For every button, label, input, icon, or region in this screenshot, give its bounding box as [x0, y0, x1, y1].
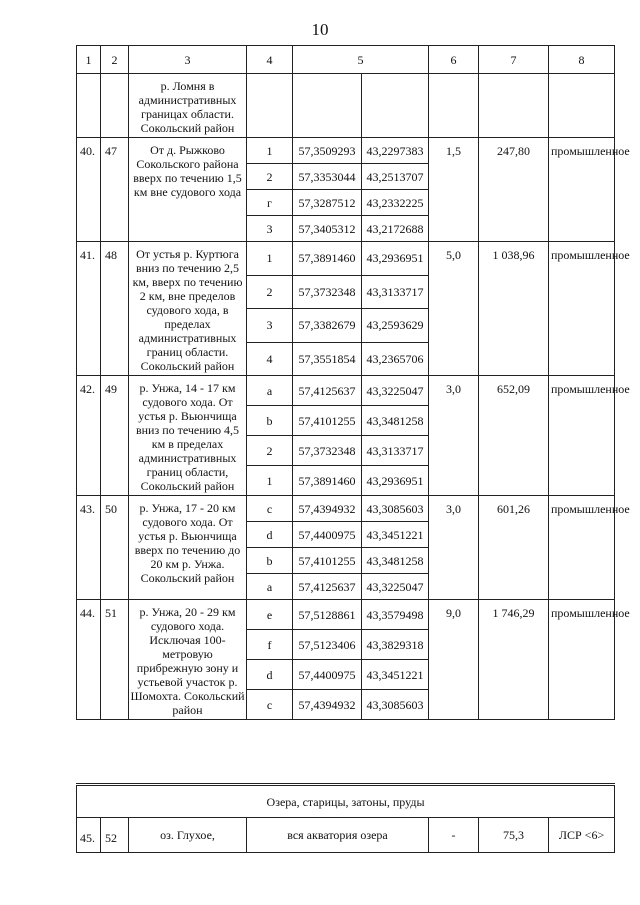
area-number: 50: [101, 496, 129, 600]
latitude: 57,4400975: [293, 660, 362, 690]
point-label: 2: [247, 164, 293, 190]
latitude: 57,3405312: [293, 216, 362, 242]
area-value: -: [429, 818, 479, 853]
length-value: 601,26: [479, 496, 549, 600]
column-header: 4: [247, 46, 293, 74]
column-header: 3: [129, 46, 247, 74]
area-description: р. Унжа, 17 - 20 км судового хода. От устья р. Вьюнчища вверх по течению до 20 км р. Унжа. Сокольский район: [129, 496, 247, 600]
length-value: 652,09: [479, 376, 549, 496]
column-header: 5: [293, 46, 429, 74]
longitude: 43,2172688: [362, 216, 429, 242]
point-label: e: [247, 600, 293, 630]
latitude: 57,3891460: [293, 242, 362, 276]
area-value: 3,0: [429, 376, 479, 496]
length-value: 75,3: [479, 818, 549, 853]
area-value: 9,0: [429, 600, 479, 720]
fishing-areas-table: [76, 45, 630, 720]
point-label: 4: [247, 342, 293, 376]
table-row: [77, 818, 615, 853]
longitude: 43,2513707: [362, 164, 429, 190]
area-value: 3,0: [429, 496, 479, 600]
point-label: d: [247, 522, 293, 548]
empty-cell: [293, 74, 362, 138]
latitude: 57,5123406: [293, 630, 362, 660]
longitude: 43,2936951: [362, 466, 429, 496]
point-label: b: [247, 406, 293, 436]
point-label: a: [247, 376, 293, 406]
longitude: 43,3085603: [362, 496, 429, 522]
latitude: 57,3287512: [293, 190, 362, 216]
empty-cell: [549, 74, 615, 138]
longitude: 43,3451221: [362, 660, 429, 690]
empty-cell: [362, 74, 429, 138]
latitude: 57,3891460: [293, 466, 362, 496]
longitude: 43,2332225: [362, 190, 429, 216]
row-number: 40.: [77, 138, 101, 242]
empty-cell: [429, 74, 479, 138]
longitude: 43,3829318: [362, 630, 429, 660]
table-row: [77, 138, 615, 164]
point-label: 1: [247, 138, 293, 164]
table-row: [77, 496, 615, 522]
latitude: 57,3353044: [293, 164, 362, 190]
area-number: 51: [101, 600, 129, 720]
row-number: 42.: [77, 376, 101, 496]
row-number: 44.: [77, 600, 101, 720]
longitude: 43,3579498: [362, 600, 429, 630]
usage-type: промышленное: [549, 600, 615, 720]
longitude: 43,3133717: [362, 436, 429, 466]
area-number: 52: [101, 818, 129, 853]
column-header: 2: [101, 46, 129, 74]
longitude: 43,3133717: [362, 275, 429, 309]
area-number: 48: [101, 242, 129, 376]
latitude: 57,4400975: [293, 522, 362, 548]
latitude: 57,4101255: [293, 548, 362, 574]
area-value: 1,5: [429, 138, 479, 242]
longitude: 43,2593629: [362, 309, 429, 343]
latitude: 57,3551854: [293, 342, 362, 376]
usage-type: ЛСР <6>: [549, 818, 615, 853]
point-label: 2: [247, 275, 293, 309]
point-label: 3: [247, 309, 293, 343]
point-label: c: [247, 496, 293, 522]
longitude: 43,3085603: [362, 690, 429, 720]
section-title: Озера, старицы, затоны, пруды: [77, 785, 615, 818]
column-header: 1: [77, 46, 101, 74]
point-label: 1: [247, 242, 293, 276]
row-number: [77, 74, 101, 138]
area-number: [101, 74, 129, 138]
area-description: оз. Глухое,: [129, 818, 247, 853]
area-description: От д. Рыжково Сокольского района вверх по течению 1,5 км вне судового хода: [129, 138, 247, 242]
column-header: 8: [549, 46, 615, 74]
longitude: 43,2297383: [362, 138, 429, 164]
point-label: d: [247, 660, 293, 690]
latitude: 57,4125637: [293, 574, 362, 600]
longitude: 43,3481258: [362, 406, 429, 436]
latitude: 57,4125637: [293, 376, 362, 406]
area-description: р. Унжа, 20 - 29 км судового хода. Исключая 100-метровую прибрежную зону и устьевой участок р. Шомохта. Сокольский район: [129, 600, 247, 720]
latitude: 57,3732348: [293, 436, 362, 466]
area-number: 49: [101, 376, 129, 496]
longitude: 43,3225047: [362, 574, 429, 600]
longitude: 43,3451221: [362, 522, 429, 548]
point-label: 3: [247, 216, 293, 242]
point-label: b: [247, 548, 293, 574]
longitude: 43,3225047: [362, 376, 429, 406]
length-value: 1 038,96: [479, 242, 549, 376]
empty-cell: [479, 74, 549, 138]
table-row: [77, 600, 615, 630]
point-label: 2: [247, 436, 293, 466]
usage-type: промышленное: [549, 138, 615, 242]
empty-cell: [247, 74, 293, 138]
latitude: 57,3382679: [293, 309, 362, 343]
latitude: 57,3509293: [293, 138, 362, 164]
point-label: 1: [247, 466, 293, 496]
row-number: 43.: [77, 496, 101, 600]
continuation-row: [77, 74, 615, 138]
area-description: От устья р. Куртюга вниз по течению 2,5 км, вверх по течению 2 км, вне пределов судового хода, в пределах административных границ области. Сокольский район: [129, 242, 247, 376]
point-label: c: [247, 690, 293, 720]
usage-type: промышленное: [549, 242, 615, 376]
latitude: 57,5128861: [293, 600, 362, 630]
table-row: [77, 376, 615, 406]
lakes-table: [76, 783, 615, 853]
area-description: р. Ломня в административных границах области. Сокольский район: [129, 74, 247, 138]
point-label: г: [247, 190, 293, 216]
latitude: 57,4394932: [293, 690, 362, 720]
coordinates: вся акватория озера: [247, 818, 429, 853]
length-value: 247,80: [479, 138, 549, 242]
area-number: 47: [101, 138, 129, 242]
area-value: 5,0: [429, 242, 479, 376]
latitude: 57,4394932: [293, 496, 362, 522]
page-number: 10: [311, 20, 329, 39]
point-label: a: [247, 574, 293, 600]
usage-type: промышленное: [549, 376, 615, 496]
row-number: 45.: [77, 818, 101, 853]
area-description: р. Унжа, 14 - 17 км судового хода. От устья р. Вьюнчища вниз по течению 4,5 км в пределах административных границ области, Сокольский район: [129, 376, 247, 496]
table-row: [77, 242, 615, 276]
length-value: 1 746,29: [479, 600, 549, 720]
row-number: 41.: [77, 242, 101, 376]
latitude: 57,3732348: [293, 275, 362, 309]
usage-type: промышленное: [549, 496, 615, 600]
longitude: 43,3481258: [362, 548, 429, 574]
point-label: f: [247, 630, 293, 660]
longitude: 43,2365706: [362, 342, 429, 376]
latitude: 57,4101255: [293, 406, 362, 436]
column-header: 7: [479, 46, 549, 74]
header-row: [77, 46, 615, 74]
longitude: 43,2936951: [362, 242, 429, 276]
column-header: 6: [429, 46, 479, 74]
